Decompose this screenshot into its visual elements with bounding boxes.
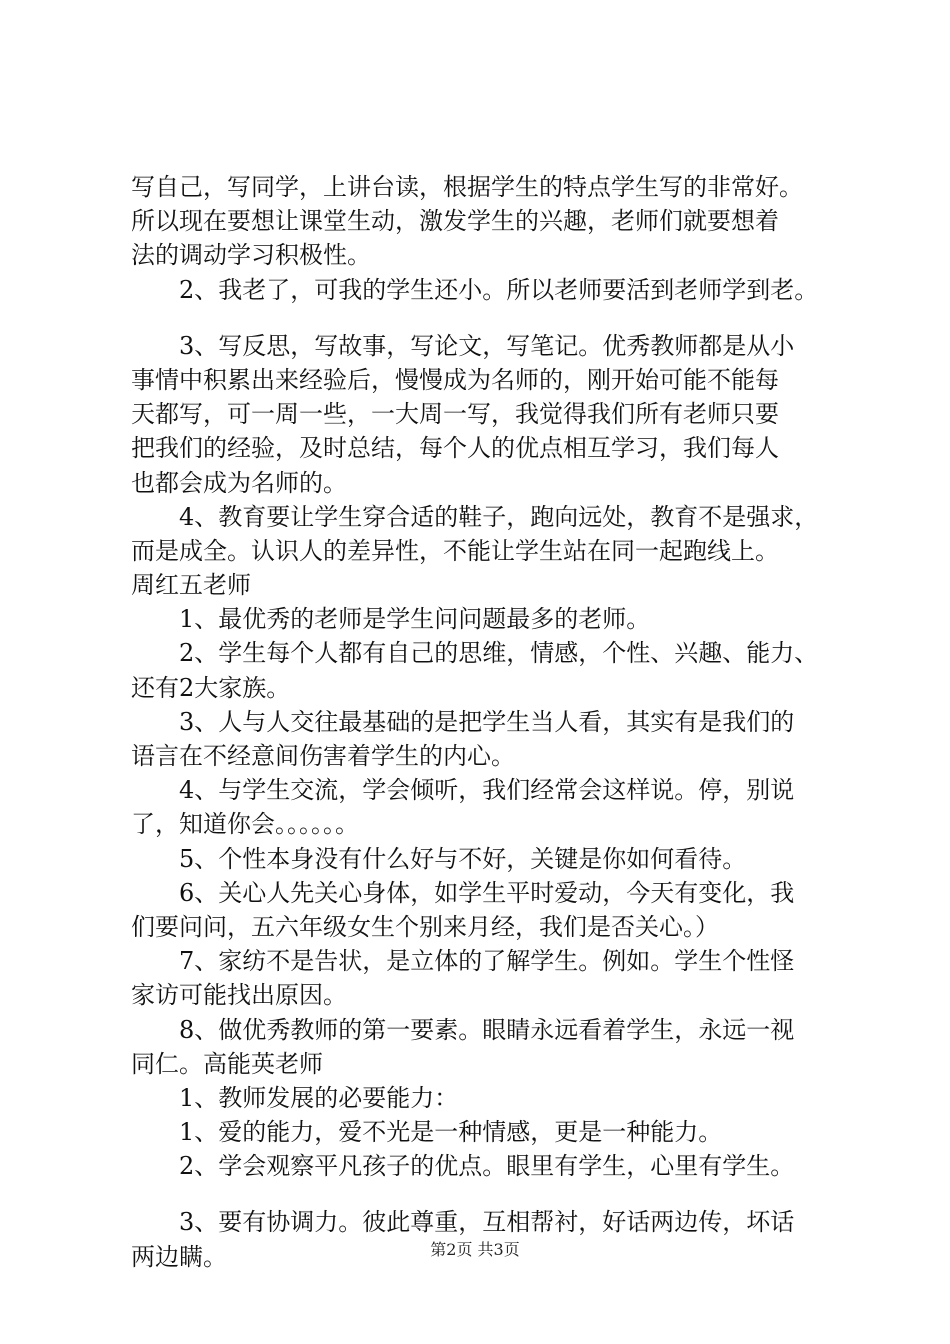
text-line: 把我们的经验，及时总结，每个人的优点相互学习，我们每人 [131,434,779,463]
text-line: 家访可能找出原因。 [131,981,347,1010]
text-line: 两边瞒。 [131,1242,227,1271]
text-line: 同仁。高能英老师 [131,1049,323,1078]
text-line: 1、最优秀的老师是学生问问题最多的老师。 [179,605,651,634]
text-line: 4、教育要让学生穿合适的鞋子，跑向远处，教育不是强求， [179,502,819,531]
section-heading: 周红五老师 [131,571,251,600]
text-line: 7、家纺不是告状，是立体的了解学生。例如。学生个性怪 [179,947,795,976]
text-line: 3、写反思，写故事，写论文，写笔记。优秀教师都是从小 [179,331,795,360]
text-line: 而是成全。认识人的差异性，不能让学生站在同一起跑线上。 [131,536,779,565]
text-line: 事情中积累出来经验后，慢慢成为名师的，刚开始可能不能每 [131,365,779,394]
text-line: 法的调动学习积极性。 [131,241,371,270]
text-line: 们要问问，五六年级女生个别来月经，我们是否关心。） [131,912,719,941]
text-line: 2、我老了，可我的学生还小。所以老师要活到老师学到老。 [179,275,819,304]
text-line: 了，知道你会。。。。。。 [131,810,359,839]
text-line: 天都写，可一周一些，一大周一写，我觉得我们所有老师只要 [131,400,779,429]
page-number-footer: 第2页 共3页 [430,1240,520,1259]
text-line: 8、做优秀教师的第一要素。眼睛永远看着学生，永远一视 [179,1015,795,1044]
text-line: 6、关心人先关心身体，如学生平时爱动，今天有变化，我 [179,878,795,907]
text-line: 4、与学生交流，学会倾听，我们经常会这样说。停，别说 [179,776,795,805]
document-body [131,170,851,1274]
text-line: 所以现在要想让课堂生动，激发学生的兴趣，老师们就要想着 [131,207,779,236]
text-line: 还有2大家族。 [131,673,291,702]
text-line: 3、人与人交往最基础的是把学生当人看，其实有是我们的 [179,707,795,736]
text-line: 1、爱的能力，爱不光是一种情感，更是一种能力。 [179,1118,723,1147]
text-line: 1、教师发展的必要能力： [179,1083,459,1112]
text-line: 5、个性本身没有什么好与不好，关键是你如何看待。 [179,844,747,873]
text-line: 写自己，写同学，上讲台读，根据学生的特点学生写的非常好。 [131,173,803,201]
text-line: 2、学会观察平凡孩子的优点。眼里有学生，心里有学生。 [179,1152,795,1181]
text-line: 3、要有协调力。彼此尊重，互相帮衬，好话两边传，坏话 [179,1208,795,1237]
text-line: 语言在不经意间伤害着学生的内心。 [131,742,515,770]
text-line: 2、学生每个人都有自己的思维，情感，个性、兴趣、能力、 [179,639,819,668]
text-line: 也都会成为名师的。 [131,468,347,497]
